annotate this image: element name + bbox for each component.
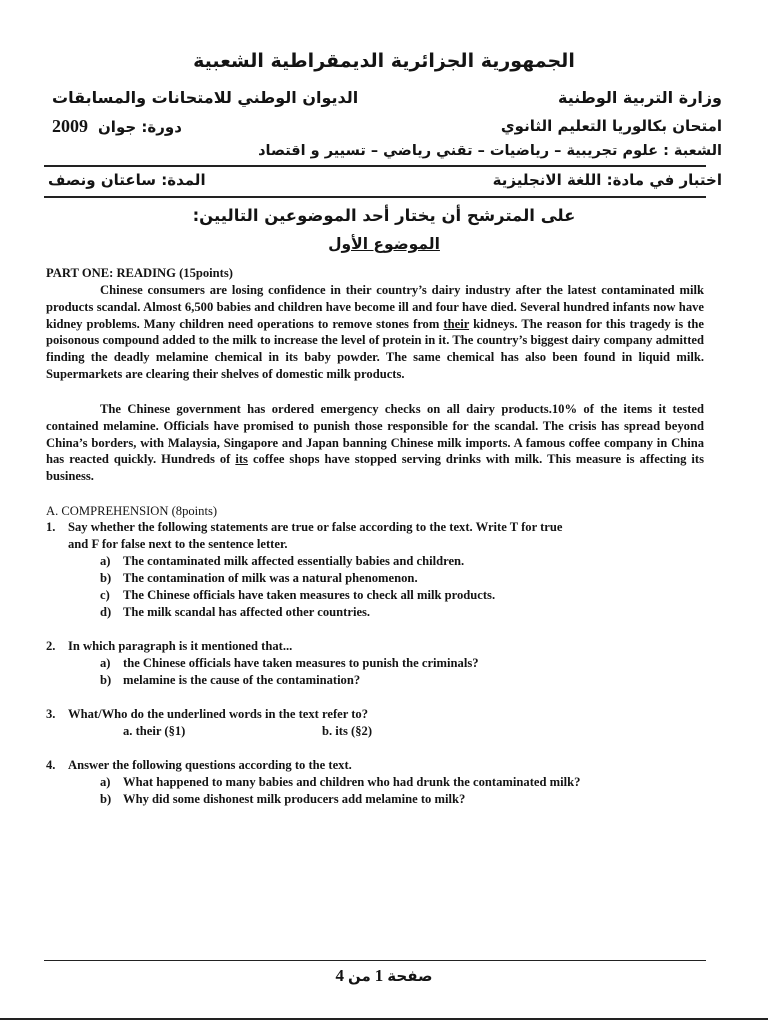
q2-item-b-letter: b) <box>100 673 112 687</box>
question-1-text: Say whether the following statements are true or false according to the text. Write T for true <box>68 520 563 534</box>
comprehension-title: A. COMPREHENSION (8points) <box>46 504 218 518</box>
question-3-number: 3. <box>46 707 56 721</box>
q3-option-b: b. its (§2) <box>322 724 373 738</box>
q1-item-a: The contaminated milk affected essentially babies and children. <box>123 554 465 568</box>
question-2-number: 2. <box>46 639 56 653</box>
question-1-text-cont: and F for false next to the sentence letter. <box>68 537 288 551</box>
subject-line: اختبار في مادة: اللغة الانجليزية <box>492 171 722 189</box>
reading-paragraph-1 <box>46 282 704 383</box>
of-word: من <box>348 967 371 985</box>
q1-item-c: The Chinese officials have taken measures to check all milk products. <box>123 588 496 602</box>
header-divider <box>44 165 706 167</box>
question-1-number: 1. <box>46 520 56 534</box>
page-number <box>0 966 768 986</box>
q4-item-a: What happened to many babies and children who had drunk the contaminated milk? <box>123 775 581 789</box>
republic-title: الجمهورية الجزائرية الديمقراطية الشعبية <box>193 50 575 72</box>
underlined-word-their: their <box>443 316 470 331</box>
q1-item-b-letter: b) <box>100 571 112 585</box>
q1-item-d-letter: d) <box>100 605 112 619</box>
exam-name: امتحان بكالوريا التعليم الثانوي <box>500 117 722 135</box>
part-one-title: PART ONE: READING (15points) <box>46 266 233 280</box>
exam-office-name: الديوان الوطني للامتحانات والمسابقات <box>52 88 359 107</box>
session <box>52 116 182 137</box>
q3-option-a: a. their (§1) <box>123 724 186 738</box>
q2-item-a-letter: a) <box>100 656 111 670</box>
question-3-text: What/Who do the underlined words in the text refer to? <box>68 707 369 721</box>
question-4-text: Answer the following questions according to the text. <box>68 758 352 772</box>
page-total: 4 <box>335 966 344 985</box>
footer-divider <box>44 960 706 961</box>
q2-item-a: the Chinese officials have taken measures to punish the criminals? <box>123 656 479 670</box>
bottom-edge-rule <box>0 1018 768 1020</box>
q1-item-b: The contamination of milk was a natural phenomenon. <box>123 571 418 585</box>
q2-item-b: melamine is the cause of the contamination? <box>123 673 361 687</box>
paragraph-2-text-a: The Chinese government has ordered emergency checks on all dairy products.10% of the items it tested contained melamine. Officials have promised to punish those responsible for the scandal. The crisis has spread beyond China’s borders, with Malaysia, Singapore and Japan banning Chinese milk imports. A famous coffee company in China has reacted quickly. Hundreds of <box>46 402 704 467</box>
q4-item-a-letter: a) <box>100 775 111 789</box>
q1-item-a-letter: a) <box>100 554 111 568</box>
subject-divider <box>44 196 706 198</box>
q4-item-b-letter: b) <box>100 792 112 806</box>
streams-line: الشعبة : علوم تجريبية – رياضيات – تقني رياضي – تسيير و اقتصاد <box>258 143 722 159</box>
paragraph-2-text-b: coffee shops have stopped serving drinks with milk. This measure is affecting its business. <box>46 452 705 484</box>
paragraph-1-text-a: Chinese consumers are losing confidence in their country’s dairy industry after the latest contaminated milk products scandal. Almost 6,500 babies and children have become ill and four have died. Several hundred infants now have kidney problems. Many children need operations to remove stones from <box>46 283 704 331</box>
page-word: صفحة <box>387 967 433 985</box>
q4-item-b: Why did some dishonest milk producers add melamine to milk? <box>123 792 466 806</box>
q1-item-d: The milk scandal has affected other countries. <box>123 605 371 619</box>
question-4-number: 4. <box>46 758 56 772</box>
candidate-instruction: على المترشح أن يختار أحد الموضوعين التاليين: <box>192 206 576 225</box>
underlined-word-its: its <box>235 452 248 467</box>
session-label: دورة: جوان <box>98 118 182 136</box>
page-current: 1 <box>374 966 384 985</box>
question-2-text: In which paragraph is it mentioned that... <box>68 639 293 653</box>
reading-paragraph-2 <box>46 401 704 485</box>
q1-item-c-letter: c) <box>100 588 110 602</box>
ministry-name: وزارة التربية الوطنية <box>557 88 722 107</box>
topic-title: الموضوع الأول <box>328 235 440 253</box>
duration-line: المدة: ساعتان ونصف <box>48 171 206 189</box>
session-year: 2009 <box>52 116 88 136</box>
paragraph-1-text-b: kidneys. The reason for this tragedy is the poisonous compound added to the milk to increase the level of protein in it. The country’s biggest dairy company admitted finding the deadly melamine chemical in its baby powder. The same chemical has also been found in liquid milk. Supermarkets are clearing their shelves of domestic milk products. <box>46 316 705 381</box>
